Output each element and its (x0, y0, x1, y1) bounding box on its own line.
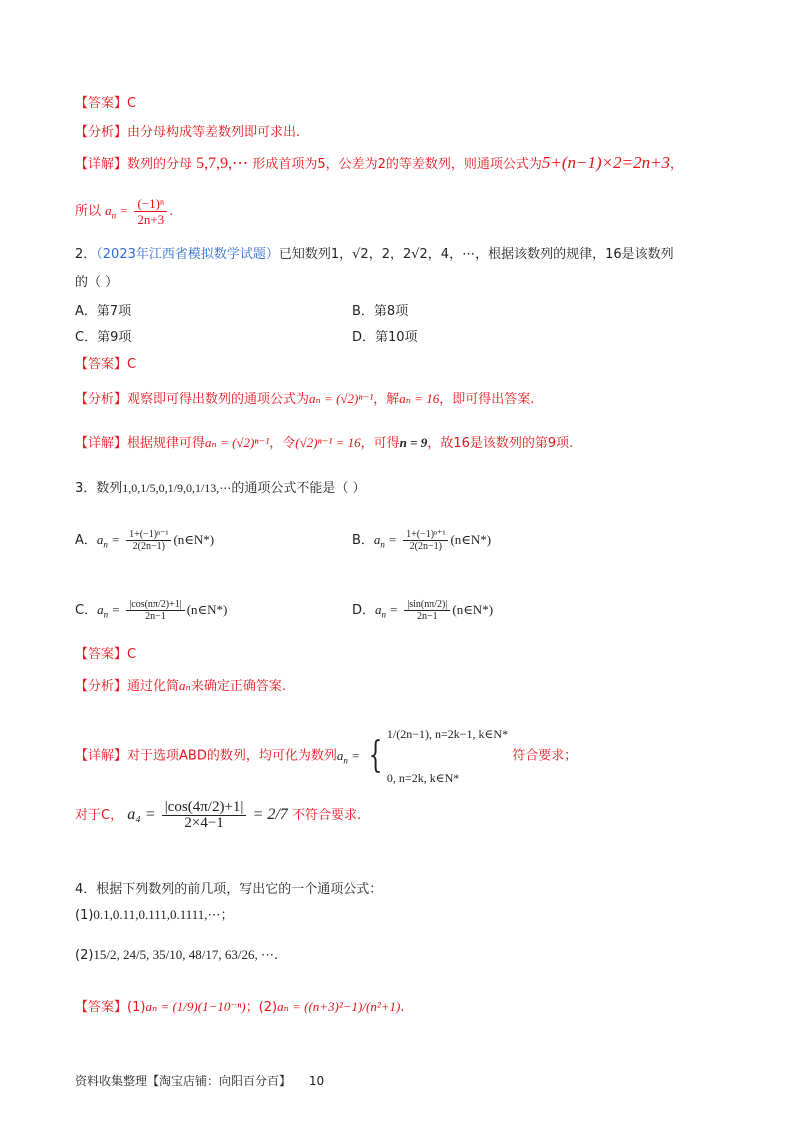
q4-answer: 【答案】(1)aₙ = (1/9)(1−10⁻ⁿ)；(2)aₙ = ((n+3)²−1)/(n²+1). (75, 999, 405, 1015)
q3-option-a: A．$a_n$ = $\frac{\text{1+(−1)ⁿ⁻¹}}{2(2n-1)}$ (n∈N*) (75, 529, 215, 552)
page-footer (75, 1072, 324, 1089)
q2-stem-2: 的（ ） (75, 275, 119, 290)
q3-answer: 【答案】C (75, 647, 137, 662)
q1-detail: 【详解】数列的分母 5,7,9,⋯ 形成首项为5，公差为2的等差数列，则通项公式为5+(n−1)×2=2n+3， (75, 153, 684, 172)
q2-detail: 【详解】根据规律可得aₙ = (√2)ⁿ⁻¹，令(√2)ⁿ⁻¹ = 16，可得n = 9，故16是该数列的第9项. (75, 435, 574, 451)
q2-option-c: C．第9项 (75, 330, 132, 345)
q2-stem: 2．（2023年江西省模拟数学试题）已知数列1，√2，2，2√2，4，⋯，根据该数列的规律，16是该数列 (75, 247, 674, 262)
page-number: 10 (308, 1074, 325, 1088)
q3-detail: 【详解】对于选项ABD的数列，均可化为数列$a_n$ = { 1/(2n−1), n=2k−1, k∈N* 0, n=2k, k∈N* 符合要求； (75, 727, 578, 785)
brace-icon: { (368, 735, 383, 776)
q3-stem: 3．数列1,0,1/5,0,1/9,0,1/13,⋯的通项公式不能是（ ） (75, 481, 366, 496)
q3-option-c: C．$a_n$ = $\frac{|\cos(n\pi/2)+1|}{2n-1}$ (n∈N*) (75, 599, 228, 622)
q2-answer: 【答案】C (75, 357, 137, 372)
q4-part1: (1)0.1,0.11,0.111,0.1111,⋯； (75, 907, 234, 923)
footer-text: 资料收集整理【淘宝店铺：向阳百分百】 (75, 1074, 292, 1088)
q3-option-b: B．$a_n$ = $\frac{\text{1+(−1)ⁿ⁺¹}}{2(2n-1)}$ (n∈N*) (352, 529, 492, 552)
q3-option-d: D．$a_n$ = $\frac{|\sin(n\pi/2)|}{2n-1}$ (n∈N*) (352, 599, 494, 622)
q1-analysis: 【分析】由分母构成等差数列即可求出. (75, 125, 301, 140)
q3-analysis: 【分析】通过化简aₙ来确定正确答案. (75, 678, 286, 694)
q1-conclusion: 所以 $a_n$ = $\frac{\text{(−1)ⁿ}}{2n+3}$ . (75, 196, 174, 227)
q1-fraction: $\frac{\text{(−1)ⁿ}}{2n+3}$ (134, 196, 167, 227)
q2-source: （2023年江西省模拟数学试题） (96, 247, 279, 262)
q3-c-check: 对于C， a₄ = $\frac{|\cos(4\pi/2)+1|}{2\times 4-1}$ = 2/7 不符合要求. (75, 799, 362, 831)
q2-option-a: A．第7项 (75, 304, 132, 319)
q4-part2: (2)15/2, 24/5, 35/10, 48/17, 63/26, ⋯. (75, 947, 279, 963)
q1-answer: 【答案】C (75, 96, 137, 111)
q2-option-b: B．第8项 (352, 304, 409, 319)
answer-label: 【答案】 (75, 96, 128, 111)
q2-analysis: 【分析】观察即可得出数列的通项公式为aₙ = (√2)ⁿ⁻¹，解aₙ = 16，即可得出答案. (75, 391, 535, 407)
q4-stem: 4．根据下列数列的前几项，写出它的一个通项公式： (75, 882, 383, 897)
q2-option-d: D．第10项 (352, 330, 418, 345)
